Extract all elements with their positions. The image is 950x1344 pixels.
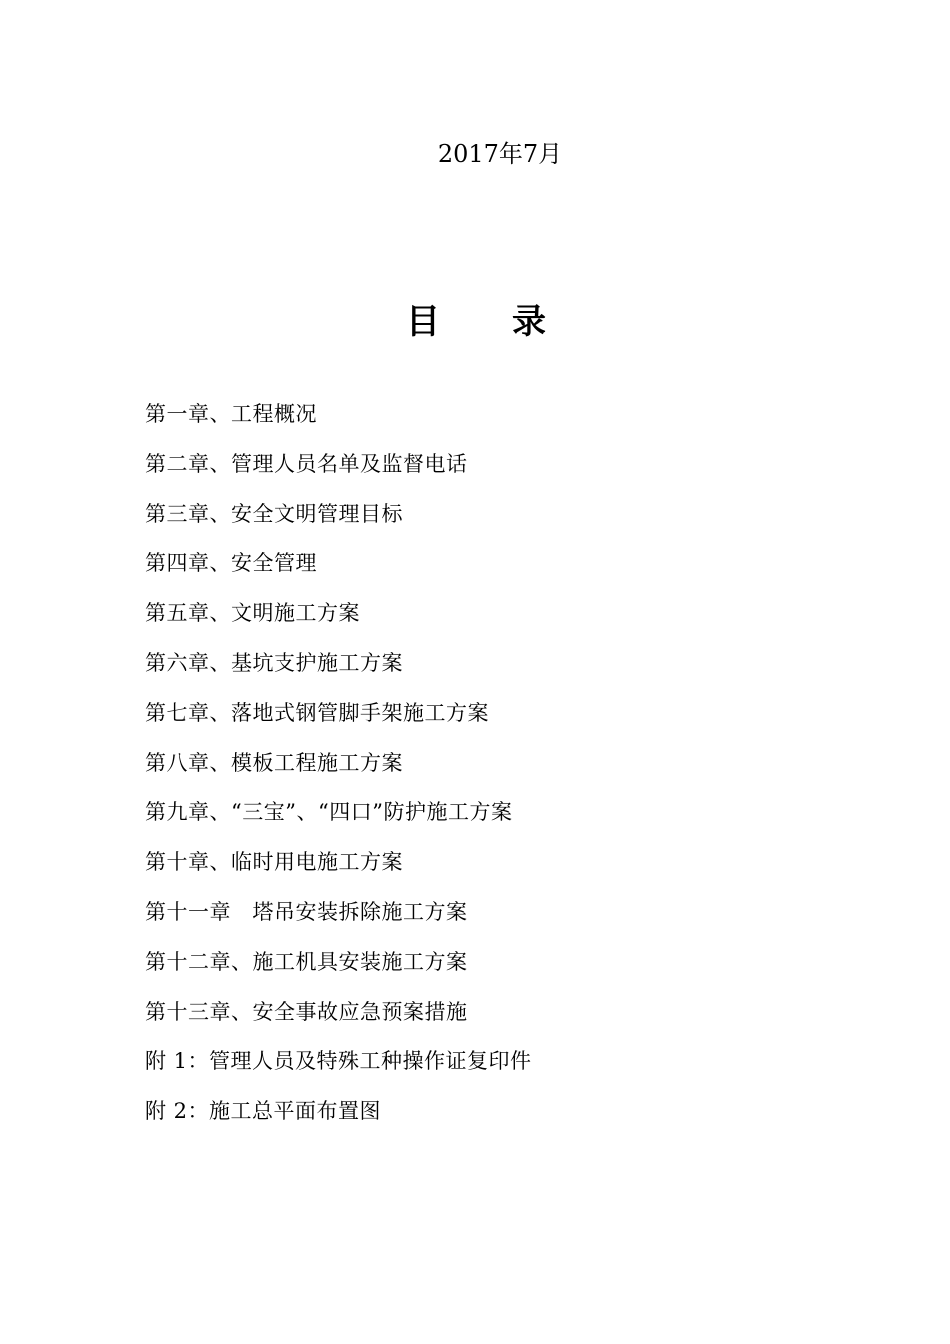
toc-item: 第三章、安全文明管理目标 [145, 501, 403, 526]
toc-title [0, 294, 950, 343]
toc-item: 第十三章、安全事故应急预案措施 [145, 999, 468, 1024]
toc-item: 第二章、管理人员名单及监督电话 [145, 451, 468, 476]
document-date: 2017年7月 [437, 140, 563, 168]
toc-title-first-char: 目 [406, 302, 442, 342]
toc-item: 附 2：施工总平面布置图 [145, 1099, 382, 1124]
toc-title-second-char: 录 [512, 302, 548, 342]
toc-item: 第十一章 塔吊安装拆除施工方案 [145, 899, 468, 924]
toc-item: 第五章、文明施工方案 [145, 601, 360, 626]
toc-item: 第六章、基坑支护施工方案 [145, 650, 403, 675]
toc-item: 第八章、模板工程施工方案 [145, 750, 403, 775]
toc-item: 第九章、“三宝”、“四口”防护施工方案 [145, 800, 513, 825]
toc-item: 第十二章、施工机具安装施工方案 [145, 949, 468, 974]
toc-item: 附 1：管理人员及特殊工种操作证复印件 [145, 1049, 532, 1074]
toc-item: 第十章、临时用电施工方案 [145, 850, 403, 875]
toc-item: 第七章、落地式钢管脚手架施工方案 [145, 700, 489, 725]
toc-item: 第四章、安全管理 [145, 551, 317, 576]
toc-item: 第一章、工程概况 [145, 402, 317, 426]
toc-list [145, 395, 865, 1142]
